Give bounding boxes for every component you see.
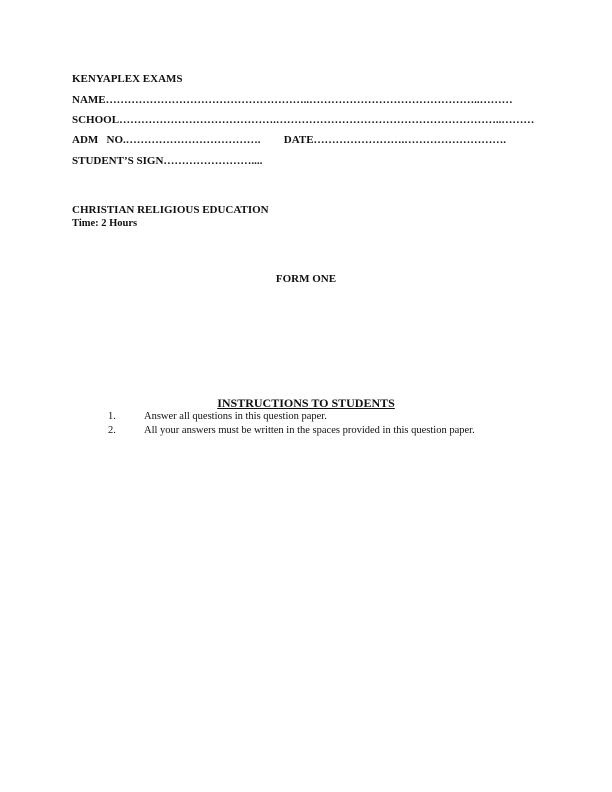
instruction-number: 1. <box>108 411 116 422</box>
adm-date-row <box>72 134 536 147</box>
instruction-text: Answer all questions in this question paper. <box>144 411 327 422</box>
instructions-heading-wrap <box>0 397 612 411</box>
school-blank-line: …………………………………….……………………………………………………..……… <box>119 114 535 126</box>
instruction-item <box>0 425 612 437</box>
adm-no-label: ADM NO. <box>72 134 126 146</box>
instructions-heading: INSTRUCTIONS TO STUDENTS <box>217 396 395 410</box>
date-label: DATE <box>283 134 314 146</box>
name-blank-line: ………………………………………………..………………………………………..……… <box>105 94 513 106</box>
school-label: SCHOOL <box>72 114 120 126</box>
student-sign-field <box>72 155 282 168</box>
adm-no-blank-line: ………………………………. <box>125 134 261 146</box>
student-sign-blank-line: …………………….... <box>163 155 263 167</box>
student-sign-label: STUDENT’S SIGN <box>72 155 164 167</box>
org-name: KENYAPLEX EXAMS <box>72 73 183 85</box>
school-field <box>72 114 538 127</box>
name-label: NAME <box>72 94 106 106</box>
name-field <box>72 94 538 107</box>
form-level: FORM ONE <box>275 273 337 285</box>
instruction-number: 2. <box>108 425 116 436</box>
exam-duration: Time: 2 Hours <box>72 218 138 229</box>
date-blank-line: …………………….………………………. <box>313 134 507 146</box>
subject-title: CHRISTIAN RELIGIOUS EDUCATION <box>72 204 269 216</box>
instruction-item <box>0 411 612 423</box>
instruction-text: All your answers must be written in the spaces provided in this question paper. <box>144 425 475 436</box>
